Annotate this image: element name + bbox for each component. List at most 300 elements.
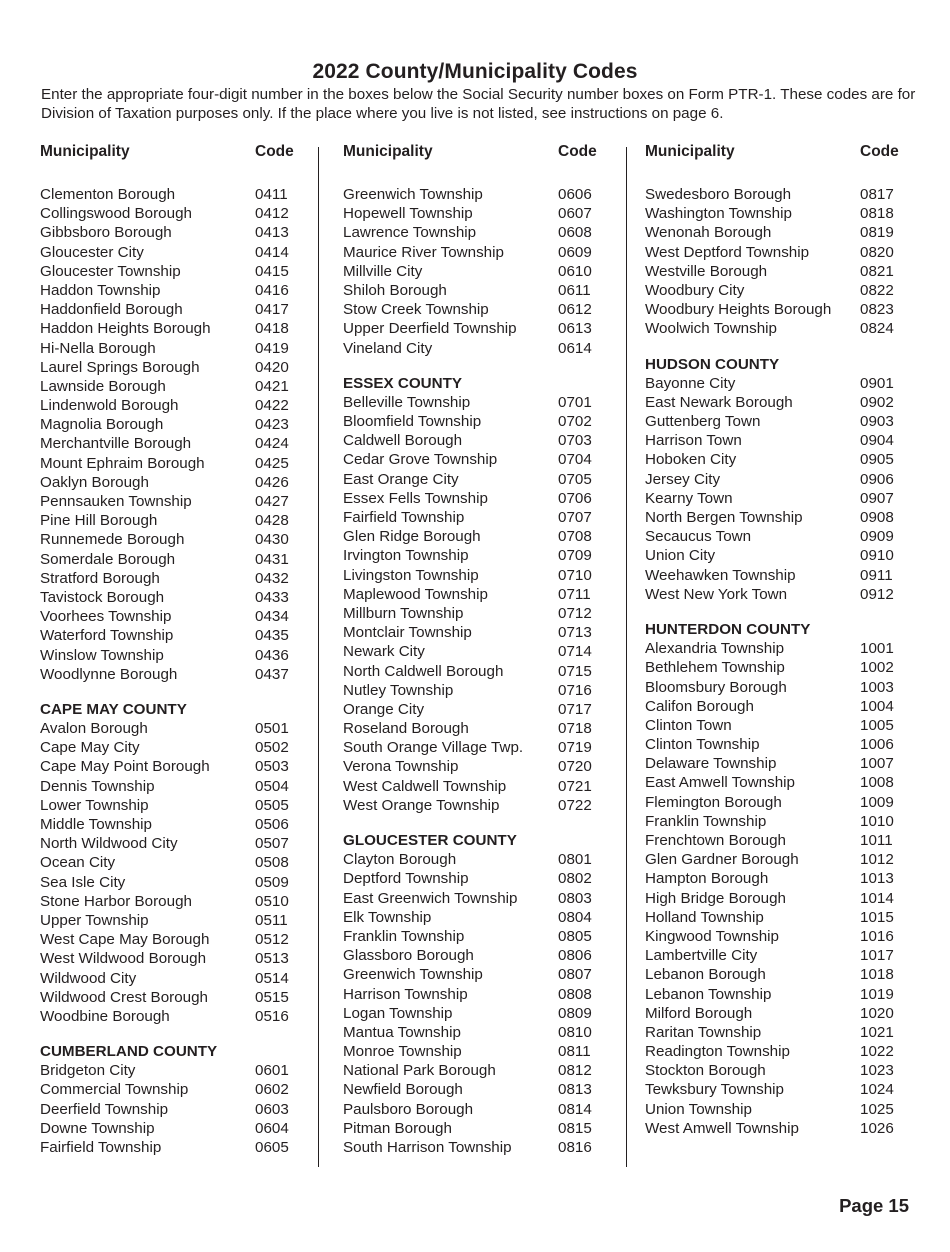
municipality-header: Municipality bbox=[645, 143, 735, 160]
municipality-row bbox=[645, 946, 915, 965]
municipality-name: Secaucus Town bbox=[645, 528, 752, 546]
municipality-code: 0905 bbox=[860, 451, 894, 469]
municipality-name: Commercial Township bbox=[40, 1081, 189, 1099]
municipality-name: Gibbsboro Borough bbox=[40, 224, 172, 242]
municipality-row bbox=[40, 319, 310, 338]
municipality-row bbox=[343, 681, 613, 700]
column-body bbox=[645, 185, 915, 1138]
municipality-name: Mantua Township bbox=[343, 1023, 461, 1041]
county-heading: CAPE MAY COUNTY bbox=[40, 700, 187, 718]
municipality-row bbox=[40, 1007, 310, 1026]
code-header: Code bbox=[860, 143, 899, 160]
municipality-code: 0912 bbox=[860, 585, 894, 603]
municipality-name: Pennsauken Township bbox=[40, 493, 192, 510]
municipality-name: South Harrison Township bbox=[343, 1139, 512, 1156]
municipality-row bbox=[343, 985, 613, 1004]
municipality-code: 0413 bbox=[255, 224, 289, 242]
municipality-row bbox=[645, 773, 915, 792]
municipality-code: 0722 bbox=[558, 796, 592, 814]
municipality-name: Holland Township bbox=[645, 908, 764, 926]
municipality-code: 1020 bbox=[860, 1004, 894, 1022]
municipality-name: Collingswood Borough bbox=[40, 205, 192, 223]
municipality-name: Downe Township bbox=[40, 1119, 155, 1137]
municipality-row bbox=[343, 719, 613, 738]
municipality-code: 0701 bbox=[558, 393, 592, 411]
municipality-code: 0606 bbox=[558, 186, 592, 203]
municipality-name: Laurel Springs Borough bbox=[40, 358, 200, 376]
municipality-name: Bridgeton City bbox=[40, 1062, 136, 1080]
municipality-name: Upper Township bbox=[40, 911, 149, 929]
municipality-row bbox=[343, 889, 613, 908]
municipality-code: 0906 bbox=[860, 470, 894, 488]
municipality-name: Hi-Nella Borough bbox=[40, 339, 156, 357]
municipality-code: 0904 bbox=[860, 432, 894, 450]
municipality-code: 0431 bbox=[255, 550, 289, 568]
municipality-code: 0707 bbox=[558, 509, 592, 526]
municipality-name: Greenwich Township bbox=[343, 186, 483, 203]
municipality-code: 1014 bbox=[860, 889, 894, 907]
municipality-row bbox=[645, 300, 915, 319]
municipality-row bbox=[40, 988, 310, 1007]
municipality-code: 0813 bbox=[558, 1081, 592, 1099]
municipality-name: National Park Borough bbox=[343, 1062, 496, 1080]
municipality-name: Hoboken City bbox=[645, 451, 737, 469]
municipality-code: 0427 bbox=[255, 493, 289, 510]
municipality-row bbox=[343, 738, 613, 757]
page-title: 2022 County/Municipality Codes bbox=[312, 60, 638, 83]
municipality-code: 0911 bbox=[860, 566, 893, 584]
municipality-row bbox=[40, 738, 310, 757]
municipality-row bbox=[645, 508, 915, 527]
municipality-name: Avalon Borough bbox=[40, 720, 148, 738]
municipality-row bbox=[343, 777, 613, 796]
municipality-row bbox=[645, 262, 915, 281]
municipality-row bbox=[40, 243, 310, 262]
municipality-name: Monroe Township bbox=[343, 1043, 462, 1061]
municipality-row bbox=[40, 434, 310, 453]
municipality-row bbox=[343, 527, 613, 546]
municipality-name: Somerdale Borough bbox=[40, 550, 176, 568]
municipality-code: 0505 bbox=[255, 796, 289, 814]
municipality-code: 0903 bbox=[860, 413, 894, 431]
municipality-row bbox=[40, 930, 310, 949]
county-group bbox=[343, 185, 613, 358]
municipality-name: West Deptford Township bbox=[645, 243, 810, 261]
municipality-name: Middle Township bbox=[40, 816, 152, 833]
municipality-name: Voorhees Township bbox=[40, 608, 172, 626]
municipality-row bbox=[40, 646, 310, 665]
municipality-row bbox=[343, 1138, 613, 1157]
municipality-code: 0507 bbox=[255, 835, 289, 853]
municipality-row bbox=[343, 1023, 613, 1042]
page-number: Page 15 bbox=[839, 1195, 909, 1216]
intro-text: Enter the appropriate four-digit number in the boxes below the Social Security number boxes on Form PTR-1. These codes are for Division of Taxation purposes only. If the place where you live is not listed, see instructions on page 6. bbox=[41, 86, 916, 122]
municipality-name: High Bridge Borough bbox=[645, 889, 786, 907]
column-divider bbox=[318, 147, 319, 1167]
municipality-row bbox=[343, 204, 613, 223]
municipality-name: Merchantville Borough bbox=[40, 435, 192, 453]
municipality-name: Stratford Borough bbox=[40, 569, 160, 587]
municipality-code: 0902 bbox=[860, 393, 894, 411]
municipality-code: 0416 bbox=[255, 281, 289, 299]
county-group bbox=[343, 831, 613, 1157]
municipality-name: Haddonfield Borough bbox=[40, 301, 183, 319]
municipality-name: Millville City bbox=[343, 262, 423, 280]
municipality-row bbox=[343, 566, 613, 585]
municipality-code: 0821 bbox=[860, 262, 894, 280]
municipality-code: 0702 bbox=[558, 413, 592, 431]
municipality-code: 0508 bbox=[255, 854, 289, 872]
municipality-row bbox=[40, 396, 310, 415]
municipality-name: North Caldwell Borough bbox=[343, 662, 504, 680]
municipality-row bbox=[343, 1061, 613, 1080]
municipality-code: 0415 bbox=[255, 262, 289, 280]
municipality-row bbox=[343, 946, 613, 965]
municipality-row bbox=[343, 319, 613, 338]
municipality-row bbox=[343, 642, 613, 661]
municipality-name: Union Township bbox=[645, 1100, 752, 1118]
municipality-row bbox=[343, 965, 613, 984]
municipality-name: Kearny Town bbox=[645, 489, 733, 507]
municipality-name: Glen Gardner Borough bbox=[645, 851, 799, 869]
municipality-code: 1011 bbox=[860, 832, 893, 849]
municipality-code: 0418 bbox=[255, 320, 289, 338]
municipality-code: 0713 bbox=[558, 624, 592, 642]
municipality-name: Pine Hill Borough bbox=[40, 512, 158, 530]
municipality-name: Clayton Borough bbox=[343, 851, 457, 869]
municipality-code: 0516 bbox=[255, 1007, 289, 1025]
municipality-name: Harrison Township bbox=[343, 985, 468, 1003]
municipality-code: 1017 bbox=[860, 947, 894, 965]
municipality-header: Municipality bbox=[40, 143, 130, 160]
municipality-name: Clinton Town bbox=[645, 716, 732, 734]
municipality-code: 0816 bbox=[558, 1139, 592, 1156]
municipality-name: Belleville Township bbox=[343, 393, 471, 411]
municipality-name: Pitman Borough bbox=[343, 1119, 452, 1137]
municipality-name: Hopewell Township bbox=[343, 205, 473, 223]
municipality-name: Haddon Heights Borough bbox=[40, 320, 211, 338]
municipality-name: Upper Deerfield Township bbox=[343, 320, 517, 338]
municipality-code: 0819 bbox=[860, 224, 894, 242]
municipality-code: 0803 bbox=[558, 889, 592, 907]
municipality-row bbox=[645, 566, 915, 585]
municipality-code: 0420 bbox=[255, 358, 289, 376]
municipality-row bbox=[343, 508, 613, 527]
municipality-code: 0511 bbox=[255, 911, 288, 929]
municipality-code: 0719 bbox=[558, 739, 592, 757]
municipality-row bbox=[40, 300, 310, 319]
municipality-name: Magnolia Borough bbox=[40, 416, 164, 434]
municipality-name: Weehawken Township bbox=[645, 566, 796, 584]
municipality-code: 0820 bbox=[860, 243, 894, 261]
municipality-row bbox=[645, 793, 915, 812]
municipality-row bbox=[343, 243, 613, 262]
municipality-name: Maurice River Township bbox=[343, 243, 504, 261]
municipality-code: 1018 bbox=[860, 966, 894, 984]
municipality-row bbox=[40, 262, 310, 281]
municipality-row bbox=[343, 908, 613, 927]
municipality-code: 0812 bbox=[558, 1062, 592, 1080]
municipality-row bbox=[343, 300, 613, 319]
code-column-2 bbox=[343, 143, 613, 1157]
municipality-name: Stockton Borough bbox=[645, 1062, 766, 1080]
municipality-name: Westville Borough bbox=[645, 262, 768, 280]
municipality-name: Woodlynne Borough bbox=[40, 665, 178, 683]
municipality-row bbox=[40, 223, 310, 242]
municipality-name: Newfield Borough bbox=[343, 1081, 463, 1099]
municipality-name: Tewksbury Township bbox=[645, 1081, 784, 1099]
municipality-row bbox=[40, 530, 310, 549]
municipality-row bbox=[645, 412, 915, 431]
municipality-code: 1005 bbox=[860, 716, 894, 734]
municipality-row bbox=[645, 470, 915, 489]
municipality-row bbox=[343, 489, 613, 508]
municipality-code: 0824 bbox=[860, 320, 894, 338]
municipality-row bbox=[645, 639, 915, 658]
municipality-code: 0712 bbox=[558, 604, 592, 622]
code-header: Code bbox=[255, 143, 294, 160]
municipality-code: 0805 bbox=[558, 927, 592, 945]
municipality-code: 0809 bbox=[558, 1004, 592, 1022]
municipality-row bbox=[645, 754, 915, 773]
municipality-row bbox=[645, 889, 915, 908]
municipality-name: Essex Fells Township bbox=[343, 489, 488, 507]
municipality-row bbox=[645, 1004, 915, 1023]
municipality-code: 0515 bbox=[255, 988, 289, 1006]
municipality-row bbox=[645, 546, 915, 565]
municipality-row bbox=[40, 796, 310, 815]
municipality-code: 1022 bbox=[860, 1043, 894, 1061]
municipality-code: 0909 bbox=[860, 528, 894, 546]
municipality-name: Lindenwold Borough bbox=[40, 397, 179, 415]
municipality-name: Woodbury City bbox=[645, 281, 745, 299]
municipality-row bbox=[343, 223, 613, 242]
municipality-name: Newark City bbox=[343, 643, 425, 661]
column-header bbox=[645, 143, 915, 163]
municipality-name: Raritan Township bbox=[645, 1023, 762, 1041]
municipality-row bbox=[40, 550, 310, 569]
municipality-code: 0815 bbox=[558, 1119, 592, 1137]
municipality-code: 0502 bbox=[255, 739, 289, 757]
municipality-row bbox=[343, 393, 613, 412]
municipality-name: Lower Township bbox=[40, 796, 149, 814]
municipality-name: West Caldwell Township bbox=[343, 777, 507, 795]
municipality-row bbox=[343, 185, 613, 204]
municipality-code: 0430 bbox=[255, 531, 289, 549]
municipality-name: North Wildwood City bbox=[40, 835, 178, 853]
county-heading: CUMBERLAND COUNTY bbox=[40, 1043, 218, 1061]
municipality-code: 0428 bbox=[255, 512, 289, 530]
municipality-row bbox=[40, 377, 310, 396]
municipality-row bbox=[343, 546, 613, 565]
municipality-code: 0818 bbox=[860, 205, 894, 223]
municipality-name: Runnemede Borough bbox=[40, 531, 185, 549]
municipality-row bbox=[343, 1100, 613, 1119]
municipality-row bbox=[40, 853, 310, 872]
municipality-code: 1026 bbox=[860, 1119, 894, 1137]
municipality-code: 0608 bbox=[558, 224, 592, 242]
municipality-row bbox=[645, 965, 915, 984]
municipality-name: Dennis Township bbox=[40, 777, 155, 795]
municipality-name: East Orange City bbox=[343, 470, 459, 488]
municipality-row bbox=[40, 454, 310, 473]
county-group bbox=[343, 374, 613, 815]
municipality-code: 0717 bbox=[558, 700, 592, 718]
municipality-name: West Cape May Borough bbox=[40, 931, 210, 949]
municipality-row bbox=[645, 281, 915, 300]
municipality-row bbox=[343, 450, 613, 469]
municipality-code: 0510 bbox=[255, 892, 289, 910]
municipality-row bbox=[645, 812, 915, 831]
municipality-code: 0807 bbox=[558, 966, 592, 984]
municipality-name: Stone Harbor Borough bbox=[40, 892, 192, 910]
municipality-row bbox=[40, 757, 310, 776]
municipality-code: 0512 bbox=[255, 931, 289, 949]
municipality-row bbox=[343, 431, 613, 450]
municipality-code: 0709 bbox=[558, 547, 592, 565]
municipality-row bbox=[645, 658, 915, 677]
municipality-name: Woolwich Township bbox=[645, 320, 777, 338]
municipality-code: 0612 bbox=[558, 301, 592, 319]
municipality-code: 0419 bbox=[255, 339, 289, 357]
municipality-code: 0604 bbox=[255, 1119, 289, 1137]
municipality-name: East Newark Borough bbox=[645, 393, 793, 411]
municipality-code: 0708 bbox=[558, 528, 592, 546]
municipality-code: 0614 bbox=[558, 339, 592, 357]
municipality-row bbox=[343, 281, 613, 300]
municipality-name: Kingwood Township bbox=[645, 927, 779, 945]
code-column-1 bbox=[40, 143, 310, 1157]
municipality-name: Logan Township bbox=[343, 1004, 453, 1022]
municipality-name: Waterford Township bbox=[40, 627, 174, 645]
municipality-row bbox=[40, 949, 310, 968]
municipality-row bbox=[343, 927, 613, 946]
municipality-code: 1004 bbox=[860, 697, 894, 715]
municipality-row bbox=[40, 511, 310, 530]
municipality-row bbox=[343, 662, 613, 681]
municipality-name: Harrison Town bbox=[645, 432, 742, 450]
county-group bbox=[40, 1042, 310, 1157]
column-header bbox=[343, 143, 613, 163]
municipality-code: 0426 bbox=[255, 473, 289, 491]
municipality-name: Gloucester Township bbox=[40, 262, 181, 280]
municipality-name: Guttenberg Town bbox=[645, 413, 761, 431]
municipality-code: 1013 bbox=[860, 870, 894, 888]
municipality-name: Montclair Township bbox=[343, 624, 472, 642]
municipality-row bbox=[40, 1119, 310, 1138]
municipality-name: Jersey City bbox=[645, 470, 721, 488]
municipality-row bbox=[645, 927, 915, 946]
municipality-name: Livingston Township bbox=[343, 566, 479, 584]
municipality-name: Lawrence Township bbox=[343, 224, 477, 242]
municipality-code: 0804 bbox=[558, 908, 592, 926]
municipality-row bbox=[343, 700, 613, 719]
county-heading: HUDSON COUNTY bbox=[645, 355, 780, 373]
municipality-row bbox=[645, 735, 915, 754]
municipality-code: 0436 bbox=[255, 646, 289, 664]
county-heading: HUNTERDON COUNTY bbox=[645, 620, 811, 638]
municipality-name: Haddon Township bbox=[40, 281, 161, 299]
municipality-row bbox=[645, 450, 915, 469]
municipality-code: 0613 bbox=[558, 320, 592, 338]
municipality-header: Municipality bbox=[343, 143, 433, 160]
municipality-code: 1023 bbox=[860, 1062, 894, 1080]
municipality-code: 0603 bbox=[255, 1100, 289, 1118]
municipality-code: 1025 bbox=[860, 1100, 894, 1118]
municipality-name: Woodbury Heights Borough bbox=[645, 301, 832, 319]
municipality-code: 0602 bbox=[255, 1081, 289, 1099]
municipality-row bbox=[40, 358, 310, 377]
municipality-name: Readington Township bbox=[645, 1043, 790, 1061]
municipality-row bbox=[645, 393, 915, 412]
municipality-code: 0711 bbox=[558, 585, 591, 603]
municipality-code: 0811 bbox=[558, 1043, 591, 1061]
municipality-code: 1015 bbox=[860, 908, 894, 926]
municipality-name: Wildwood City bbox=[40, 969, 137, 987]
municipality-code: 1010 bbox=[860, 812, 894, 830]
municipality-row bbox=[343, 604, 613, 623]
municipality-row bbox=[40, 969, 310, 988]
municipality-row bbox=[645, 678, 915, 697]
municipality-name: West Orange Township bbox=[343, 796, 500, 814]
municipality-row bbox=[645, 243, 915, 262]
municipality-code: 0822 bbox=[860, 281, 894, 299]
municipality-row bbox=[645, 850, 915, 869]
municipality-row bbox=[645, 204, 915, 223]
municipality-row bbox=[343, 1004, 613, 1023]
municipality-row bbox=[343, 412, 613, 431]
municipality-code: 0808 bbox=[558, 985, 592, 1003]
municipality-name: Milford Borough bbox=[645, 1004, 753, 1022]
municipality-row bbox=[645, 585, 915, 604]
municipality-row bbox=[645, 1023, 915, 1042]
municipality-name: Franklin Township bbox=[343, 927, 465, 945]
municipality-code: 0607 bbox=[558, 205, 592, 223]
municipality-row bbox=[40, 834, 310, 853]
municipality-row bbox=[40, 777, 310, 796]
municipality-name: Elk Township bbox=[343, 908, 432, 926]
column-divider bbox=[626, 147, 627, 1167]
municipality-code: 0433 bbox=[255, 588, 289, 606]
municipality-row bbox=[343, 757, 613, 776]
municipality-code: 0513 bbox=[255, 950, 289, 968]
municipality-code: 0810 bbox=[558, 1023, 592, 1041]
municipality-code: 0706 bbox=[558, 489, 592, 507]
municipality-code: 0609 bbox=[558, 243, 592, 261]
municipality-code: 0601 bbox=[255, 1062, 289, 1080]
municipality-row bbox=[343, 339, 613, 358]
municipality-row bbox=[40, 415, 310, 434]
municipality-name: Wenonah Borough bbox=[645, 224, 772, 242]
municipality-code: 0806 bbox=[558, 947, 592, 965]
county-group bbox=[40, 185, 310, 684]
municipality-name: Ocean City bbox=[40, 854, 116, 872]
municipality-name: Deerfield Township bbox=[40, 1100, 169, 1118]
municipality-row bbox=[645, 1119, 915, 1138]
municipality-code: 0715 bbox=[558, 662, 592, 680]
municipality-row bbox=[343, 585, 613, 604]
municipality-name: Lebanon Township bbox=[645, 985, 772, 1003]
municipality-name: Irvington Township bbox=[343, 547, 469, 565]
municipality-code: 0437 bbox=[255, 665, 289, 683]
municipality-code: 1006 bbox=[860, 736, 894, 754]
municipality-code: 0432 bbox=[255, 569, 289, 587]
municipality-name: Washington Township bbox=[645, 205, 792, 223]
municipality-row bbox=[343, 1119, 613, 1138]
municipality-code: 0714 bbox=[558, 643, 592, 661]
county-group bbox=[645, 355, 915, 604]
municipality-row bbox=[40, 569, 310, 588]
